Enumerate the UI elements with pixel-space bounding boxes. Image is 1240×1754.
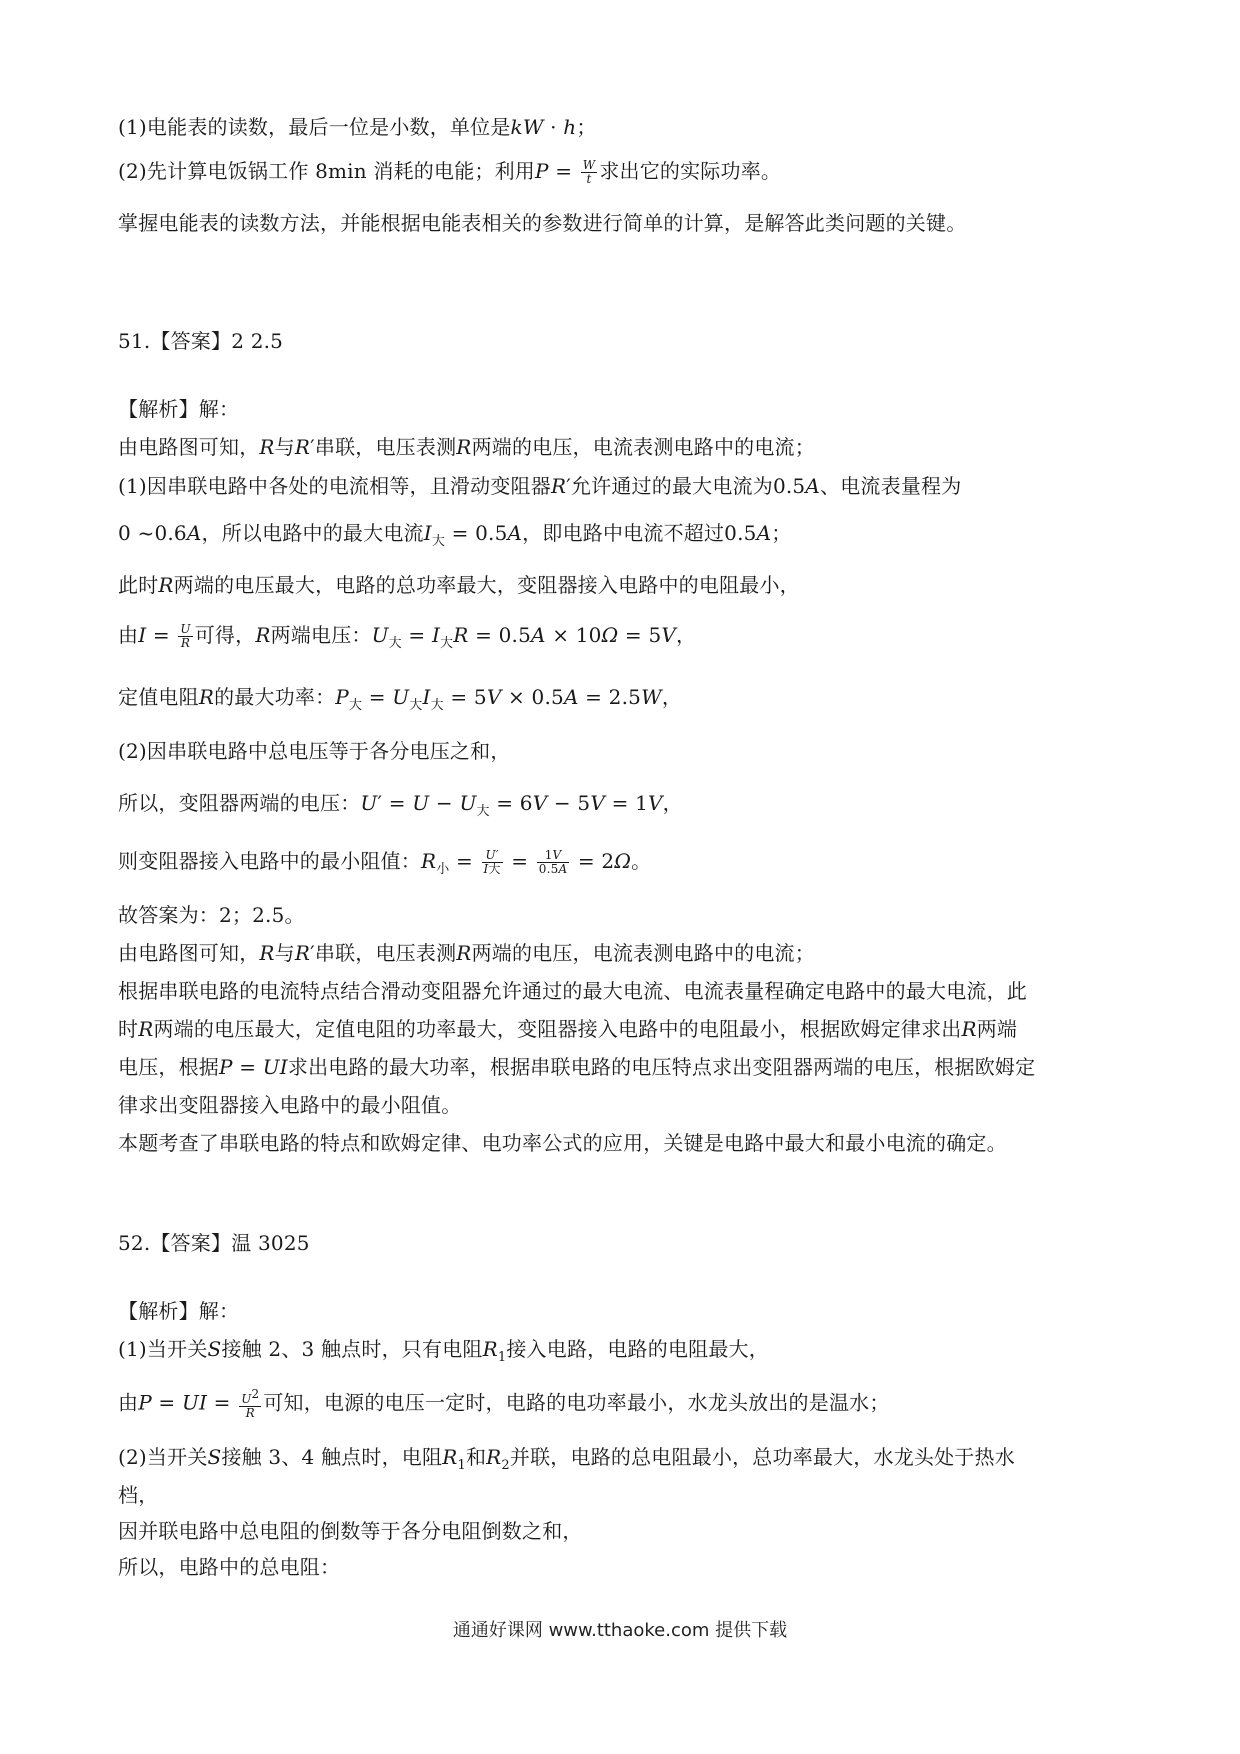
text-line: 所以，电路中的总电阻： bbox=[118, 1555, 341, 1579]
text-line: 因并联电路中总电阻的倒数等于各分电阻倒数之和， bbox=[118, 1519, 583, 1543]
analysis-heading: 【解析】解： bbox=[118, 397, 240, 421]
answer-line: 51.【答案】2 2.5 bbox=[118, 329, 284, 353]
text-line: 0 ~0.6A，所以电路中的最大电流$I_大 = 0.5A$，即电路中电流不超过0.5A； bbox=[118, 521, 792, 549]
answer-line: 52.【答案】温 3025 bbox=[118, 1231, 310, 1255]
text-line: 定值电阻R的最大功率：$P_大 = U_大I_大 = 5V \times 0.5A = 2.5W$， bbox=[118, 685, 683, 713]
text-line: 所以，变阻器两端的电压：$U' = U - U_大 = 6V - 5V = 1V$， bbox=[118, 791, 683, 819]
text-line: (2)当开关S接触 3、4 触点时，电阻$R_1$和$R_2$并联，电路的总电阻最小，总功率最大，水龙头处于热水 bbox=[118, 1445, 1015, 1473]
text-line: 档， bbox=[118, 1483, 159, 1507]
text-line: 由电路图可知，R与R′串联，电压表测R两端的电压，电流表测电路中的电流； bbox=[118, 941, 815, 965]
text-line: (2)因串联电路中总电压等于各分电压之和， bbox=[118, 739, 511, 763]
text-line: (1)当开关S接触 2、3 触点时，只有电阻$R_1$接入电路，电路的电阻最大， bbox=[118, 1337, 769, 1365]
text-line: 掌握电能表的读数方法，并能根据电能表相关的参数进行简单的计算，是解答此类问题的关键。 bbox=[118, 211, 967, 235]
page-footer: 通通好课网 www.tthaoke.com 提供下载 bbox=[452, 1620, 788, 1641]
text-line: 本题考查了串联电路的特点和欧姆定律、电功率公式的应用，关键是电路中最大和最小电流的确定。 bbox=[118, 1131, 1007, 1155]
text-line: 由电路图可知，R与R′串联，电压表测R两端的电压，电流表测电路中的电流； bbox=[118, 435, 815, 459]
text-line: (2)先计算电饭锅工作 8min 消耗的电能；利用P = $\frac{W}{t}$ 求出它的实际功率。 bbox=[118, 158, 782, 186]
text-line: 电压，根据P = UI求出电路的最大功率，根据串联电路的电压特点求出变阻器两端的电压，根据欧姆定 bbox=[118, 1055, 1036, 1079]
text-line: 时R两端的电压最大，定值电阻的功率最大，变阻器接入电路中的电阻最小，根据欧姆定律求出R两端 bbox=[118, 1017, 1018, 1041]
text-line: (1)因串联电路中各处的电流相等，且滑动变阻器R′允许通过的最大电流为0.5A、电流表量程为 bbox=[118, 474, 962, 498]
text-line: 由P = UI = $\frac{U^2}{R}$ 可知，电源的电压一定时，电路的电功率最小，水龙头放出的是温水； bbox=[118, 1387, 890, 1420]
text-line: 则变阻器接入电路中的最小阻值：$R_小$ = $\frac{U'}{\text{I大}}$ = $\frac{1V}{0.5A}$ = 2Ω。 bbox=[118, 848, 652, 877]
text-line: 律求出变阻器接入电路中的最小阻值。 bbox=[118, 1093, 462, 1117]
analysis-heading: 【解析】解： bbox=[118, 1299, 240, 1323]
text-line: 由I = $\frac{U}{R}$ 可得，R两端电压：$U_大 = I_大R = 0.5A \times 10\Omega = 5V$， bbox=[118, 622, 697, 651]
text-line: 故答案为：2；2.5。 bbox=[118, 903, 305, 927]
text-line: 根据串联电路的电流特点结合滑动变阻器允许通过的最大电流、电流表量程确定电路中的最大电流，此 bbox=[118, 979, 1027, 1003]
text-line: 此时R两端的电压最大，电路的总功率最大，变阻器接入电路中的电阻最小， bbox=[118, 573, 800, 597]
text-line: (1)电能表的读数，最后一位是小数，单位是kW · h； bbox=[118, 115, 597, 139]
